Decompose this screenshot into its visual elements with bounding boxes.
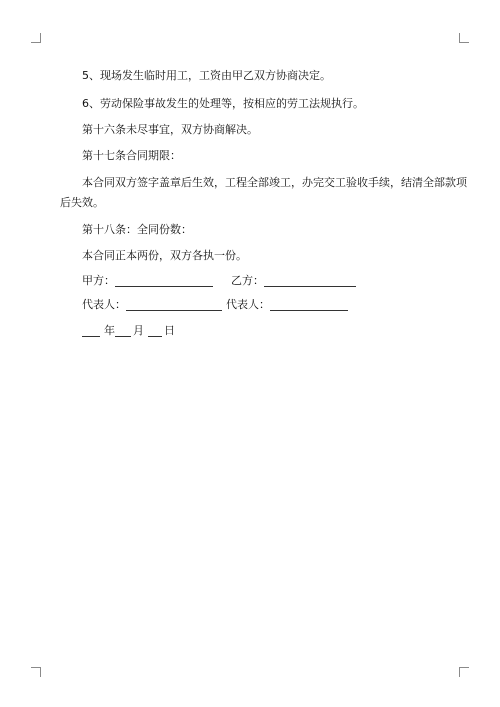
party-a-blank[interactable] [115,276,213,287]
month-label: 月 [133,324,144,337]
article-18-body: 本合同正本两份，双方各执一份。 [82,249,247,262]
clause-item-6: 6、劳动保险事故发生的处理等，按相应的劳工法规执行。 [82,97,364,110]
party-signature-row [82,274,356,287]
crop-mark-top-right [459,33,469,43]
month-blank[interactable] [115,326,131,337]
year-label: 年 [104,324,115,337]
clause-item-5: 5、现场发生临时用工，工资由甲乙双方协商决定。 [82,69,331,82]
rep-a-label: 代表人： [82,298,126,311]
day-blank[interactable] [148,326,162,337]
rep-b-blank[interactable] [270,300,348,311]
rep-b-label: 代表人： [226,298,270,311]
crop-mark-bottom-left [31,667,41,677]
crop-mark-top-left [31,33,41,43]
date-row [82,324,175,337]
party-b-label: 乙方： [231,274,264,287]
party-b-blank[interactable] [264,276,356,287]
year-blank[interactable] [82,326,100,337]
crop-mark-bottom-right [459,667,469,677]
article-18-heading: 第十八条：全同份数： [82,223,192,236]
article-16: 第十六条未尽事宜，双方协商解决。 [82,123,258,136]
article-17-body-line1: 本合同双方签字盖章后生效，工程全部竣工，办完交工验收手续，结清全部款项 [82,176,467,189]
party-a-label: 甲方： [82,274,115,287]
article-17-heading: 第十七条合同期限： [82,149,181,162]
representative-signature-row [82,298,348,311]
day-label: 日 [164,324,175,337]
article-17-body-line2: 后失效。 [60,196,104,209]
rep-a-blank[interactable] [126,300,222,311]
